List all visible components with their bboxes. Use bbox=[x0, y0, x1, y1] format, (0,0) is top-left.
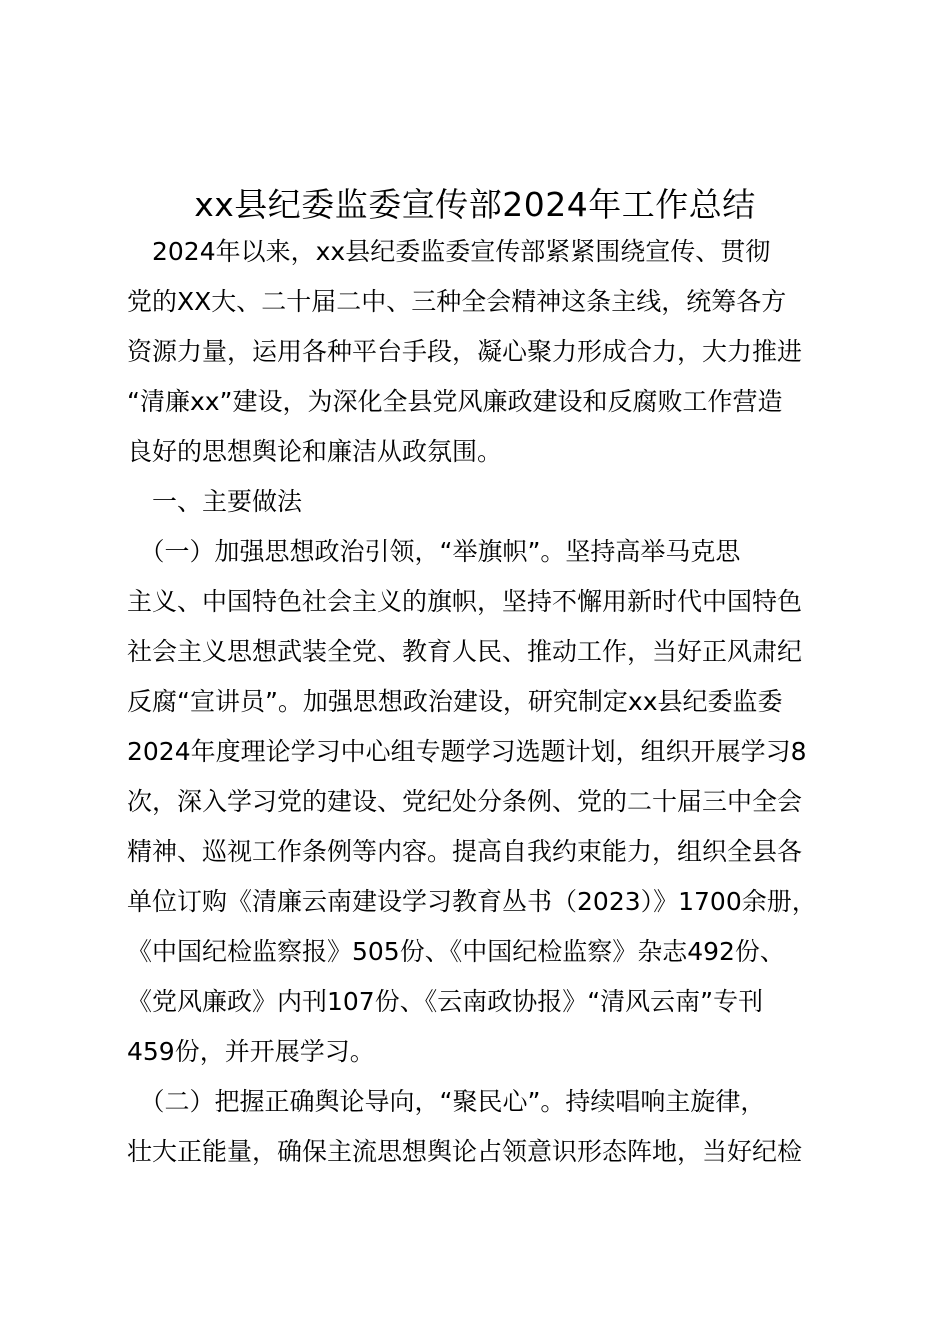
paragraph-line: 精神、巡视工作条例等内容。提高自我约束能力，组织全县各 bbox=[127, 837, 803, 866]
paragraph-line: 《党风廉政》内刊107份、《云南政协报》“清风云南”专刊 bbox=[127, 987, 764, 1016]
paragraph-line: 党的XX大、二十届二中、三种全会精神这条主线，统筹各方 bbox=[127, 287, 787, 316]
paragraph-line: 459份，并开展学习。 bbox=[127, 1037, 375, 1066]
paragraph-line: “清廉xx”建设，为深化全县党风廉政建设和反腐败工作营造 bbox=[127, 387, 783, 416]
paragraph-line: 2024年度理论学习中心组专题学习选题计划，组织开展学习8 bbox=[127, 737, 807, 766]
paragraph-line: （一）加强思想政治引领，“举旗帜”。坚持高举马克思 bbox=[127, 537, 741, 566]
paragraph-line: 资源力量，运用各种平台手段，凝心聚力形成合力，大力推进 bbox=[127, 337, 803, 366]
section-heading: 一、主要做法 bbox=[127, 487, 303, 516]
paragraph-line: 良好的思想舆论和廉洁从政氛围。 bbox=[127, 437, 503, 466]
paragraph-line: 单位订购《清廉云南建设学习教育丛书（2023）》1700余册， bbox=[127, 887, 817, 916]
paragraph-line: 反腐“宣讲员”。加强思想政治建设，研究制定xx县纪委监委 bbox=[127, 687, 783, 716]
paragraph-line: 次，深入学习党的建设、党纪处分条例、党的二十届三中全会 bbox=[127, 787, 803, 816]
paragraph-line: 社会主义思想武装全党、教育人民、推动工作，当好正风肃纪 bbox=[127, 637, 803, 666]
paragraph-line: 壮大正能量，确保主流思想舆论占领意识形态阵地，当好纪检 bbox=[127, 1137, 803, 1166]
document-title: xx县纪委监委宣传部2024年工作总结 bbox=[194, 185, 756, 224]
paragraph-line: 2024年以来，xx县纪委监委宣传部紧紧围绕宣传、贯彻 bbox=[127, 237, 771, 266]
paragraph-line: 《中国纪检监察报》505份、《中国纪检监察》杂志492份、 bbox=[127, 937, 785, 966]
paragraph-line: 主义、中国特色社会主义的旗帜，坚持不懈用新时代中国特色 bbox=[127, 587, 803, 616]
paragraph-line: （二）把握正确舆论导向，“聚民心”。持续唱响主旋律， bbox=[127, 1087, 766, 1116]
